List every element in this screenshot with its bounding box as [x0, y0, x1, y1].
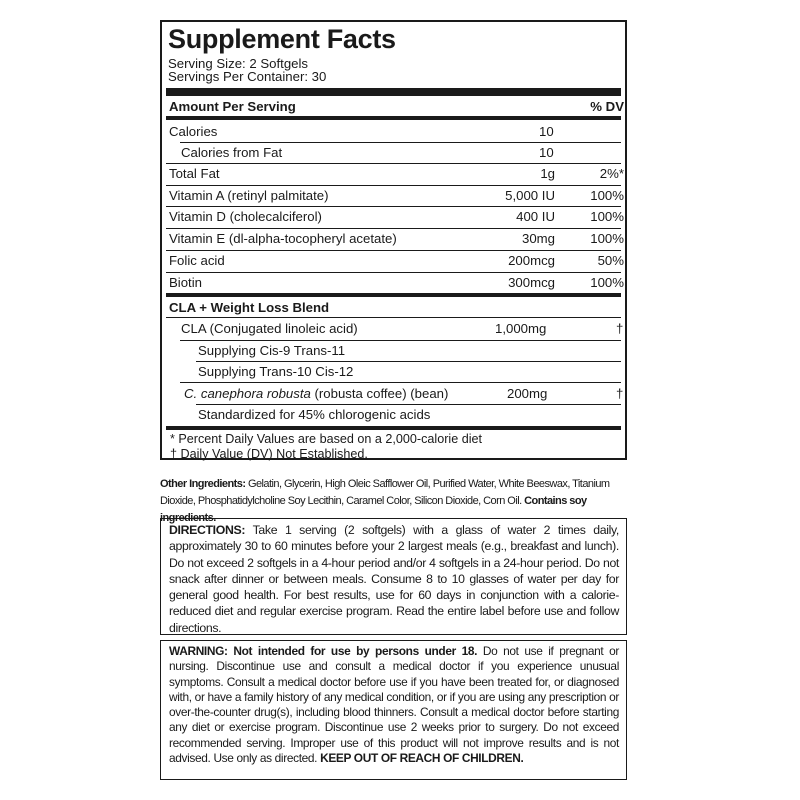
- medium-divider: [166, 293, 621, 297]
- dv-header: % DV: [590, 99, 624, 114]
- row-rule: [166, 185, 621, 186]
- warning-closing: KEEP OUT OF REACH OF CHILDREN.: [320, 751, 524, 766]
- row-total-fat-amount: 1g: [540, 166, 555, 181]
- coffee-description: (robusta coffee) (bean): [310, 386, 449, 401]
- blend-coffee-name: [184, 386, 448, 402]
- blend-supply-1: Supplying Cis-9 Trans-11: [198, 343, 346, 358]
- medium-divider: [166, 116, 621, 120]
- row-rule: [166, 272, 621, 273]
- footnote-dv: * Percent Daily Values are based on a 2,000-calorie diet: [170, 432, 482, 446]
- blend-cla-dv: †: [616, 321, 624, 336]
- blend-cla-name: CLA (Conjugated linoleic acid): [181, 321, 358, 336]
- blend-supply-2: Supplying Trans-10 Cis-12: [198, 364, 354, 379]
- row-calories-amount: 10: [539, 124, 554, 139]
- row-rule: [196, 404, 621, 405]
- blend-coffee-dv: †: [616, 386, 624, 401]
- blend-cla-amount: 1,000mg: [495, 321, 547, 336]
- row-folic-acid-amount: 200mcg: [508, 253, 555, 268]
- row-calories-name: Calories: [169, 124, 218, 139]
- row-vitamin-a-dv: 100%: [590, 188, 624, 203]
- warning-label: WARNING: Not intended for use by persons under 18.: [169, 644, 478, 658]
- row-rule: [180, 142, 621, 143]
- amount-per-serving-header: Amount Per Serving: [169, 99, 296, 114]
- ingredients-label: Other Ingredients:: [160, 478, 246, 490]
- row-rule: [166, 163, 621, 164]
- row-biotin-name: Biotin: [169, 275, 202, 290]
- supplement-facts-panel: [160, 20, 627, 460]
- row-vitamin-e-dv: 100%: [590, 231, 624, 246]
- row-vitamin-d-dv: 100%: [590, 209, 624, 224]
- panel-title: Supplement Facts: [168, 24, 396, 54]
- row-rule: [166, 317, 621, 318]
- row-rule: [180, 340, 621, 341]
- serving-size: Serving Size: 2 Softgels: [168, 56, 309, 71]
- row-rule: [166, 228, 621, 229]
- footnote-dagger: † Daily Value (DV) Not Established.: [170, 447, 368, 461]
- row-vitamin-d-amount: 400 IU: [516, 209, 555, 224]
- row-vitamin-e-name: Vitamin E (dl-alpha-tocopheryl acetate): [169, 231, 397, 246]
- row-vitamin-e-amount: 30mg: [522, 231, 555, 246]
- row-vitamin-a-name: Vitamin A (retinyl palmitate): [169, 188, 329, 203]
- row-total-fat-name: Total Fat: [169, 166, 220, 181]
- row-rule: [166, 206, 621, 207]
- row-calories-from-fat-name: Calories from Fat: [181, 145, 283, 160]
- row-total-fat-dv: 2%*: [599, 166, 624, 181]
- row-rule: [166, 250, 621, 251]
- servings-per-container: Servings Per Container: 30: [168, 69, 327, 84]
- row-folic-acid-dv: 50%: [597, 253, 624, 268]
- directions-box: [160, 518, 627, 635]
- coffee-species: C. canephora robusta: [184, 386, 311, 401]
- row-biotin-dv: 100%: [590, 275, 624, 290]
- row-biotin-amount: 300mcg: [508, 275, 555, 290]
- row-calories-from-fat-amount: 10: [539, 145, 554, 160]
- medium-divider: [166, 426, 621, 430]
- thick-divider: [166, 88, 621, 96]
- blend-standardized: Standardized for 45% chlorogenic acids: [198, 407, 431, 422]
- ingredients-text: Gelatin, Glycerin, High Oleic Safflower Oil, Purified Water, White Beeswax, Titanium Dioxide, Phosphatidylcholine Soy Lecithin, Caramel Color, Silicon Dioxide, Corn Oil.: [160, 478, 610, 507]
- row-rule: [180, 382, 621, 383]
- warning-box: [160, 640, 627, 780]
- directions-label: DIRECTIONS:: [169, 523, 246, 537]
- allergen-statement: Contains soy ingredients.: [160, 495, 587, 524]
- blend-coffee-amount: 200mg: [507, 386, 548, 401]
- directions-text: Take 1 serving (2 softgels) with a glass of water 2 times daily, approximately 30 to 60 minutes before your 2 largest meals (e.g., breakfast and lunch). Do not exceed 2 softgels in a 4-hour period and/or 4 softgels in a 24-hour period. Do not snack after dinner or between meals. Consume 8 to 10 glasses of water per day for general good health. For best results, use for 60 days in conjunction with a calorie-reduced diet and regular exercise program. Read the entire label before use and follow directions.: [169, 523, 619, 635]
- row-vitamin-d-name: Vitamin D (cholecalciferol): [169, 209, 322, 224]
- blend-title: CLA + Weight Loss Blend: [169, 300, 330, 315]
- row-rule: [196, 361, 621, 362]
- row-folic-acid-name: Folic acid: [169, 253, 225, 268]
- warning-text: Do not use if pregnant or nursing. Discontinue use and consult a medical doctor if you experience unusual symptoms. Consult a medical doctor before use if you have been treated for, or diagnosed with, or have a family history of any medical condition, or if you are using any prescription or over-the-counter drug(s), including blood thinners. Consult a medical doctor before starting any diet or exercise program. Discontinue use 2 weeks prior to surgery. Do not exceed recommended serving. Improper use of this product will not improve results and is not advised. Use only as directed.: [169, 644, 619, 766]
- row-vitamin-a-amount: 5,000 IU: [505, 188, 555, 203]
